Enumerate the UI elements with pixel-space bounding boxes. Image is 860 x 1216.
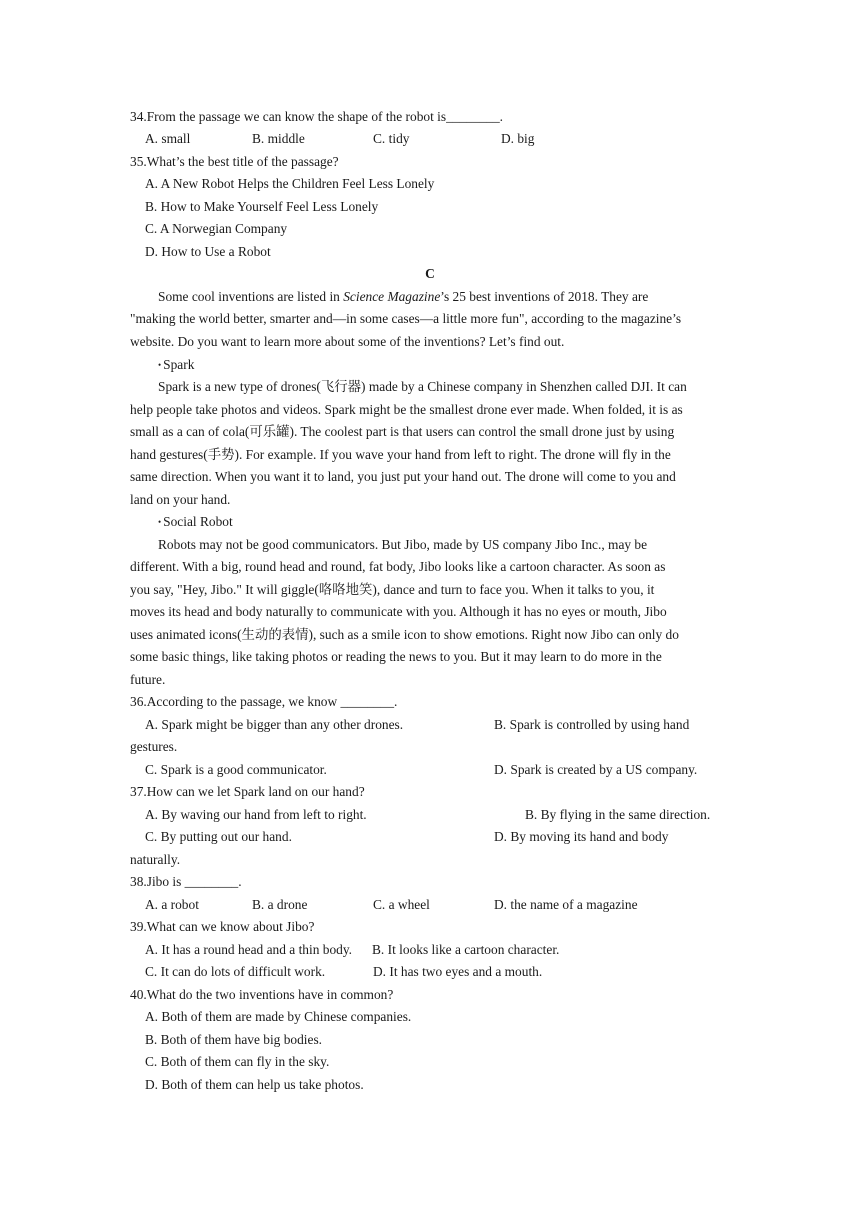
social-robot-heading: • Social Robot [158, 513, 233, 532]
q34-option-a: A. small [145, 131, 191, 146]
q36-option-a: A. Spark might be bigger than any other drones. [145, 717, 404, 732]
q38-stem: 38.Jibo is ________. [130, 874, 242, 889]
spark-line: help people take photos and videos. Spark might be the smallest drone ever made. When folded, it is as [130, 402, 683, 417]
q38-option-d: D. the name of a magazine [494, 897, 638, 912]
social-robot-line: moves its head and body naturally to communicate with you. Although it has no eyes or mouth, Jibo [130, 604, 667, 619]
intro-line-1: Some cool inventions are listed in Science Magazine’s 25 best inventions of 2018. They are [158, 289, 649, 304]
q36-stem: 36.According to the passage, we know ________. [130, 694, 398, 709]
q35-stem: 35.What’s the best title of the passage? [130, 154, 339, 169]
q35-option-a: A. A New Robot Helps the Children Feel Less Lonely [145, 176, 435, 191]
q39-option-c: C. It can do lots of difficult work. [145, 964, 326, 979]
q34-option-d: D. big [501, 131, 535, 146]
q35-option-b: B. How to Make Yourself Feel Less Lonely [145, 199, 379, 214]
q36-option-b: B. Spark is controlled by using hand [494, 717, 690, 732]
q36-option-d: D. Spark is created by a US company. [494, 762, 698, 777]
social-robot-line: you say, "Hey, Jibo." It will giggle(咯咯地笑), dance and turn to face you. When it talks to you, it [130, 582, 655, 597]
social-robot-line: Robots may not be good communicators. But Jibo, made by US company Jibo Inc., may be [158, 537, 648, 552]
social-robot-line: different. With a big, round head and round, fat body, Jibo looks like a cartoon character. As soon as [130, 559, 666, 574]
social-robot-line: uses animated icons(生动的表情), such as a smile icon to show emotions. Right now Jibo can only do [130, 627, 679, 642]
q34-option-b: B. middle [252, 131, 305, 146]
section-heading: C [425, 266, 435, 281]
q35-option-c: C. A Norwegian Company [145, 221, 288, 236]
q40-stem: 40.What do the two inventions have in common? [130, 987, 394, 1002]
q39-stem: 39.What can we know about Jibo? [130, 919, 315, 934]
social-robot-line: some basic things, like taking photos or reading the news to you. But it may learn to do more in the [130, 649, 662, 664]
q40-option-a: A. Both of them are made by Chinese companies. [145, 1009, 412, 1024]
q40-option-d: D. Both of them can help us take photos. [145, 1077, 364, 1092]
social-robot-line: future. [130, 672, 166, 687]
q37-option-d: D. By moving its hand and body [494, 829, 669, 844]
intro-line-3: website. Do you want to learn more about some of the inventions? Let’s find out. [130, 334, 565, 349]
q37-option-d-cont: naturally. [130, 852, 181, 867]
q38-option-a: A. a robot [145, 897, 199, 912]
intro-line-2: "making the world better, smarter and—in some cases—a little more fun", according to the magazine’s [130, 311, 682, 326]
q39-option-b: B. It looks like a cartoon character. [372, 942, 560, 957]
spark-heading: • Spark [158, 356, 194, 375]
q40-option-c: C. Both of them can fly in the sky. [145, 1054, 330, 1069]
q37-stem: 37.How can we let Spark land on our hand? [130, 784, 365, 799]
q38-option-b: B. a drone [252, 897, 308, 912]
q34-option-c: C. tidy [373, 131, 410, 146]
spark-line: Spark is a new type of drones(飞行器) made by a Chinese company in Shenzhen called DJI. It can [158, 379, 687, 394]
q35-option-d: D. How to Use a Robot [145, 244, 271, 259]
q37-option-b: B. By flying in the same direction. [525, 807, 711, 822]
magazine-name: Science Magazine [343, 289, 441, 304]
q37-option-a: A. By waving our hand from left to right. [145, 807, 367, 822]
q34-stem: 34.From the passage we can know the shape of the robot is________. [130, 109, 504, 124]
q39-option-a: A. It has a round head and a thin body. [145, 942, 353, 957]
q36-option-b-cont: gestures. [130, 739, 178, 754]
spark-line: hand gestures(手势). For example. If you wave your hand from left to right. The drone will fly in the [130, 447, 671, 462]
q38-option-c: C. a wheel [373, 897, 430, 912]
q40-option-b: B. Both of them have big bodies. [145, 1032, 323, 1047]
spark-line: same direction. When you want it to land, you just put your hand out. The drone will come to you and [130, 469, 676, 484]
q39-option-d: D. It has two eyes and a mouth. [373, 964, 543, 979]
spark-line: small as a can of cola(可乐罐). The coolest part is that users can control the small drone just by using [130, 424, 675, 439]
q36-option-c: C. Spark is a good communicator. [145, 762, 327, 777]
q37-option-c: C. By putting out our hand. [145, 829, 292, 844]
spark-line: land on your hand. [130, 492, 231, 507]
